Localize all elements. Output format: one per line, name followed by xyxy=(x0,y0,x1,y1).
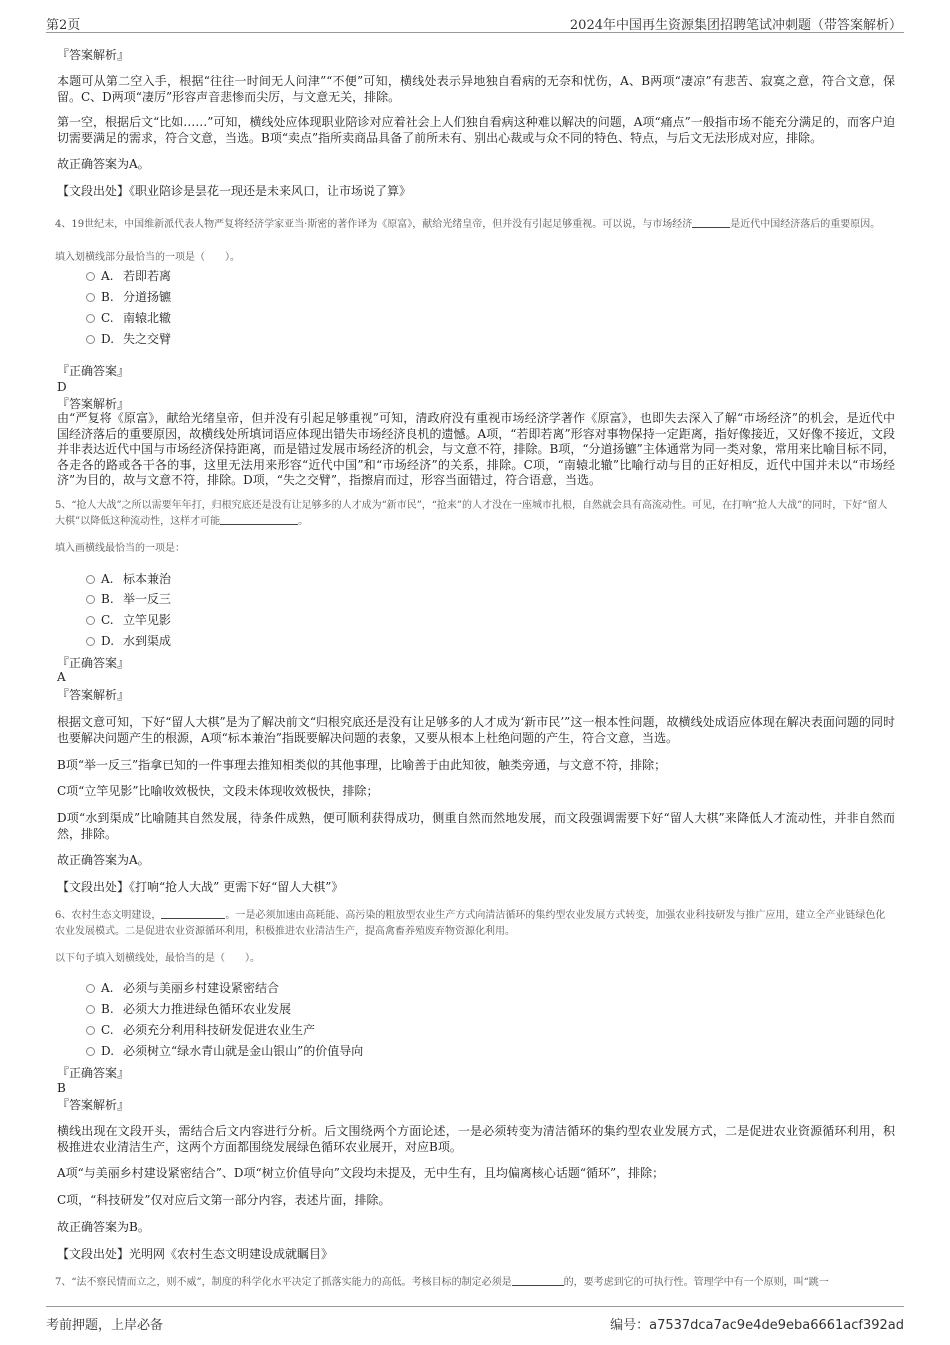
q6-jiexi-p2: A项“与美丽乡村建设紧密结合”、D项“树立价值导向”文段均未提及，无中生有，且均偏离核心话题“循环”，排除； xyxy=(57,1166,665,1180)
radio-icon[interactable] xyxy=(86,575,95,584)
q6-option-c[interactable]: C. 必须充分利用科技研发促进农业生产 xyxy=(86,1022,315,1038)
q6-blank xyxy=(161,909,225,919)
q5-stem: 5、“抢人大战”之所以需要年年打，归根究底还是没有让足够多的人才成为“新市民”，“抢来”的人才没在一座城市扎根，自然就会具有高流动性。可见，在打响“抢人大战”的同时，下好“留人大棋”以降低这种流动性，这样才可能 。 xyxy=(55,500,888,527)
q4-jiexi-label: 『答案解析』 xyxy=(57,397,130,411)
q5-prompt: 填入画横线最恰当的一项是： xyxy=(55,543,185,554)
q5-option-a[interactable]: A. 标本兼治 xyxy=(86,571,171,587)
q4-option-a[interactable]: A. 若即若离 xyxy=(86,268,171,284)
radio-icon[interactable] xyxy=(86,1005,95,1014)
q5-jiexi-label: 『答案解析』 xyxy=(57,688,130,702)
radio-icon[interactable] xyxy=(86,293,95,302)
document-title: 2024年中国再生资源集团招聘笔试冲刺题（带答案解析） xyxy=(569,18,902,33)
radio-icon[interactable] xyxy=(86,1047,95,1056)
radio-icon[interactable] xyxy=(86,595,95,604)
q3-answer: 故正确答案为A。 xyxy=(57,157,150,171)
q3-jiexi-p2: 第一空，根据后文“比如……”可知，横线处应体现职业陪诊对应着社会上人们独自看病这种难以解决的问题，A项“痛点”一般指市场不能充分满足的，而客户迫切需要满足的需求，符合文意，当选。B项“卖点”指所卖商品具备了前所未有、别出心裁或与众不同的特色、特点，与后文无法形成对应，排除。 xyxy=(57,115,895,145)
q6-option-b[interactable]: B. 必须大力推进绿色循环农业发展 xyxy=(86,1001,291,1017)
q4-prompt: 填入划横线部分最恰当的一项是（ ）。 xyxy=(55,252,240,263)
q6-prompt: 以下句子填入划横线处，最恰当的是（ ）。 xyxy=(55,953,260,964)
q6-jiexi-p1: 横线出现在文段开头，需结合后文内容进行分析。后文围绕两个方面论述，一是必须转变为清洁循环的集约型农业发展方式，二是促进农业资源循环利用，积极推进农业清洁生产，这两个方面都围绕发展绿色循环农业展开，对应B项。 xyxy=(57,1124,895,1154)
q4-blank xyxy=(692,218,730,228)
radio-icon[interactable] xyxy=(86,1026,95,1035)
document-code: 编号：a7537dca7ac9e4de9eba6661acf392ad xyxy=(610,1318,904,1333)
q6-source: 【文段出处】光明网《农村生态文明建设成就瞩目》 xyxy=(57,1247,334,1261)
q3-jiexi-label: 『答案解析』 xyxy=(57,48,130,62)
radio-icon[interactable] xyxy=(86,272,95,281)
q7-stem: 7、“法不察民情而立之，则不威”，制度的科学化水平决定了抓落实能力的高低。考核目标的制定必须是 的，要考虑到它的可执行性。管理学中有一个原则，叫“跳一 xyxy=(55,1277,829,1288)
q6-stem: 6、农村生态文明建设， 。一是必须加速由高耗能、高污染的粗放型农业生产方式向清洁循环的集约型农业发展方式转变，加强农业科技研发与推广应用，建立全产业链绿色化农业发展模式。二是促进农业资源循环利用，积极推进农业清洁生产，提高禽畜养殖废弃物资源化利用。 xyxy=(55,910,886,937)
radio-icon[interactable] xyxy=(86,637,95,646)
q5-answer-label: 『正确答案』 xyxy=(57,656,130,670)
q5-answer: A xyxy=(57,670,66,684)
radio-icon[interactable] xyxy=(86,335,95,344)
q6-answer: B xyxy=(57,1081,66,1095)
page-number: 第2页 xyxy=(46,18,81,33)
q3-jiexi-p1: 本题可从第二空入手，根据“往往一时间无人问津”“不便”可知，横线处表示异地独自看病的无奈和忧伤，A、B两项“凄凉”有悲苦、寂寞之意，符合文意，保留。C、D两项“凄厉”形容声音悲惨而尖厉，与文意无关，排除。 xyxy=(57,74,895,104)
q5-source: 【文段出处】《打响“抢人大战” 更需下好“留人大棋”》 xyxy=(57,880,344,894)
q5-jiexi-p2: B项“举一反三”指拿已知的一件事理去推知相类似的其他事理，比喻善于由此知彼，触类旁通，与文意不符，排除； xyxy=(57,758,667,772)
q4-answer: D xyxy=(57,380,67,394)
q5-jiexi-p1: 根据文意可知，下好“留人大棋”是为了解决前文“归根究底还是没有让足够多的人才成为‘新市民’”这一根本性问题，故横线处成语应体现在解决表面问题的同时也要解决问题产生的根源，A项“标本兼治”指既要解决问题的表象，又要从根本上杜绝问题的产生，符合文意，当选。 xyxy=(57,715,895,745)
q5-option-d[interactable]: D. 水到渠成 xyxy=(86,633,171,649)
q6-option-a[interactable]: A. 必须与美丽乡村建设紧密结合 xyxy=(86,980,279,996)
q4-option-b[interactable]: B. 分道扬镳 xyxy=(86,289,171,305)
radio-icon[interactable] xyxy=(86,314,95,323)
footer-rule xyxy=(46,1306,904,1307)
radio-icon[interactable] xyxy=(86,616,95,625)
q6-jiexi-p3: C项，“科技研发”仅对应后文第一部分内容，表述片面，排除。 xyxy=(57,1193,391,1207)
q6-option-d[interactable]: D. 必须树立“绿水青山就是金山银山”的价值导向 xyxy=(86,1043,363,1059)
q6-answer-text: 故正确答案为B。 xyxy=(57,1220,150,1234)
q4-answer-label: 『正确答案』 xyxy=(57,364,130,378)
q5-jiexi-p3: C项“立竿见影”比喻收效极快，文段未体现收效极快，排除； xyxy=(57,784,379,798)
q4-jiexi: 由“严复将《原富》，献给光绪皇帝，但并没有引起足够重视”可知，清政府没有重视市场经济学著作《原富》，也即失去深入了解“市场经济”的机会，是近代中国经济落后的重要原因，故横线处所填词语应体现出错失市场经济良机的遗憾。A项，“若即若离”形容对事物保持一定距离，指好像接近，又好像不接近，文段并非表达近代中国与市场经济保持距离，而是错过发展市场经济的机会，与文意不符，排除。B项，“分道扬镳”主体通常为同一类对象，常用来比喻目标不同，各走各的路或各干各的事，这里无法用来形容“近代中国”和“市场经济”的关系，排除。C项，“南辕北辙”比喻行动与目的正好相反，近代中国并未以“市场经济”为目的，故与文意不符，排除。D项，“失之交臂”，指擦肩而过，形容当面错过，符合语意，当选。 xyxy=(57,411,895,487)
q3-source: 【文段出处】《职业陪诊是昙花一现还是未来风口，让市场说了算》 xyxy=(57,184,412,198)
q6-jiexi-label: 『答案解析』 xyxy=(57,1098,130,1112)
q6-answer-label: 『正确答案』 xyxy=(57,1066,130,1080)
q5-option-b[interactable]: B. 举一反三 xyxy=(86,591,171,607)
q5-answer-text: 故正确答案为A。 xyxy=(57,853,150,867)
radio-icon[interactable] xyxy=(86,984,95,993)
page-header xyxy=(0,0,950,34)
q5-blank xyxy=(220,515,298,525)
q4-option-d[interactable]: D. 失之交臂 xyxy=(86,331,171,347)
q5-jiexi-p4: D项“水到渠成”比喻随其自然发展，待条件成熟，便可顺利获得成功，侧重自然而然地发展，而文段强调需要下好“留人大棋”来降低人才流动性，并非自然而然，排除。 xyxy=(57,811,895,841)
q4-option-c[interactable]: C. 南辕北辙 xyxy=(86,310,171,326)
page-footer xyxy=(0,1306,950,1345)
header-rule xyxy=(46,32,904,33)
q7-blank xyxy=(512,1276,564,1286)
q5-option-c[interactable]: C. 立竿见影 xyxy=(86,612,171,628)
q4-stem: 4、19世纪末，中国维新派代表人物严复将经济学家亚当·斯密的著作译为《原富》，献给光绪皇帝，但并没有引起足够重视。可以说，与市场经济 是近代中国经济落后的重要原因。 xyxy=(55,219,881,230)
footer-slogan: 考前押题，上岸必备 xyxy=(46,1318,164,1333)
